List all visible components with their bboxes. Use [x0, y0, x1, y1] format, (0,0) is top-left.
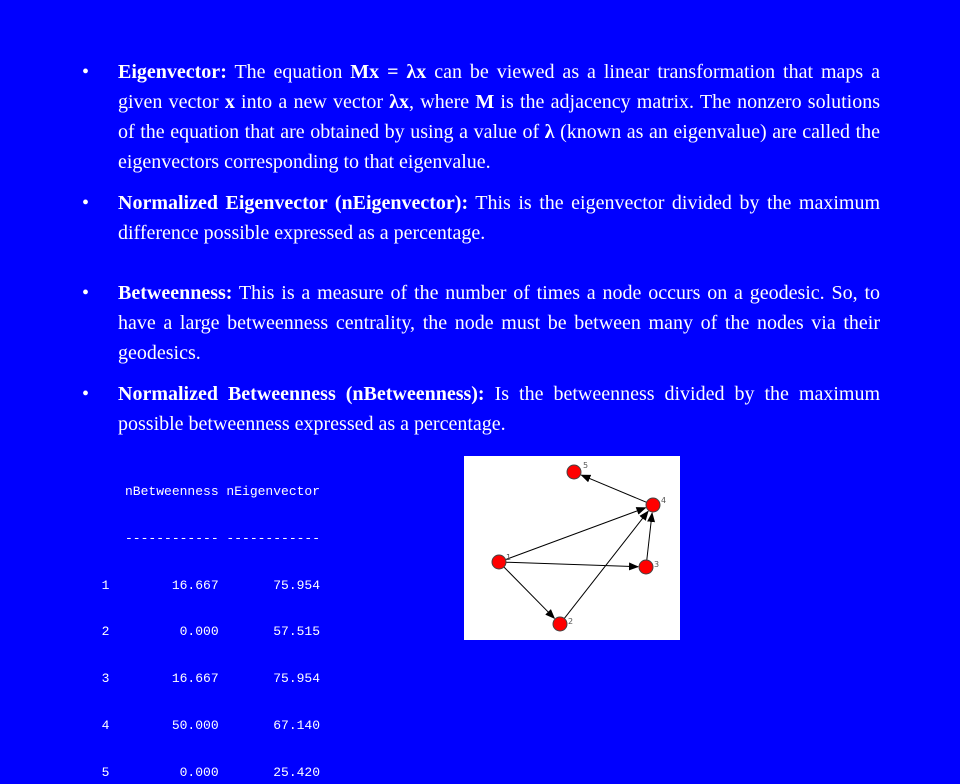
text: can be viewed as a linear transformation that maps a given vector: [118, 61, 880, 113]
bullet-normalized-eigenvector: [82, 188, 880, 248]
centrality-table: nBetweenness nEigenvector ------------ ------------ 1 16.667 75.954 2 0.000 57.515 3 16.667 75.954 4 50.000 67.140 5 0.000 25.420: [101, 484, 321, 780]
node-label-1: 1: [506, 553, 512, 562]
bullet-list: [82, 57, 880, 450]
edge-1-3: [506, 562, 638, 566]
bullet-eigenvector: [82, 57, 880, 177]
text: into a new vector: [234, 91, 390, 113]
node-label-3: 3: [654, 560, 660, 569]
bullet-betweenness: [82, 278, 880, 368]
node-label-4: 4: [661, 496, 667, 505]
text: Is the betweenness divided by the maximum possible betweenness expressed as a percentage.: [118, 383, 880, 435]
text: This is the eigenvector divided by the maximum difference possible expressed as a percentage.: [118, 192, 881, 244]
equation: Mx = λx: [350, 61, 427, 83]
term-eigenvector: Eigenvector:: [118, 61, 227, 83]
term-normalized-eigenvector: Normalized Eigenvector (nEigenvector):: [118, 192, 469, 214]
text: This is a measure of the number of times a node occurs on a geodesic. So, to have a large betweenness centrality, the node must be between many of the nodes via their geodesics.: [118, 282, 880, 364]
bullet-normalized-betweenness: [82, 379, 880, 439]
edge-4-5: [581, 475, 646, 502]
bullet-dot: •: [82, 192, 90, 214]
node-5: [567, 465, 581, 479]
symbol-m: M: [475, 91, 495, 113]
text: (known as an eigenvalue) are called the eigenvectors corresponding to that eigenvalue.: [118, 121, 881, 173]
node-4: [646, 498, 660, 512]
node-1: [492, 555, 506, 569]
symbol-x: x: [224, 91, 235, 113]
bullet-dot: •: [82, 282, 90, 304]
node-2: [553, 617, 567, 631]
node-label-5: 5: [583, 461, 589, 470]
node-3: [639, 560, 653, 574]
bullet-dot: •: [82, 383, 90, 405]
symbol-lambda-x: λx: [389, 91, 410, 113]
text: The equation: [226, 61, 351, 83]
term-betweenness: Betweenness:: [118, 282, 233, 304]
edge-1-2: [504, 567, 554, 618]
symbol-lambda: λ: [544, 121, 555, 143]
edge-3-4: [647, 513, 652, 560]
network-graph-svg: [464, 456, 680, 640]
text: , where: [409, 91, 476, 113]
text: is the adjacency matrix. The nonzero solutions of the equation that are obtained by using a value of: [118, 91, 881, 143]
node-label-2: 2: [568, 617, 574, 626]
network-graph: [464, 456, 680, 640]
term-normalized-betweenness: Normalized Betweenness (nBetweenness):: [118, 383, 485, 405]
edge-1-4: [506, 508, 646, 560]
bullet-dot: •: [82, 61, 90, 83]
